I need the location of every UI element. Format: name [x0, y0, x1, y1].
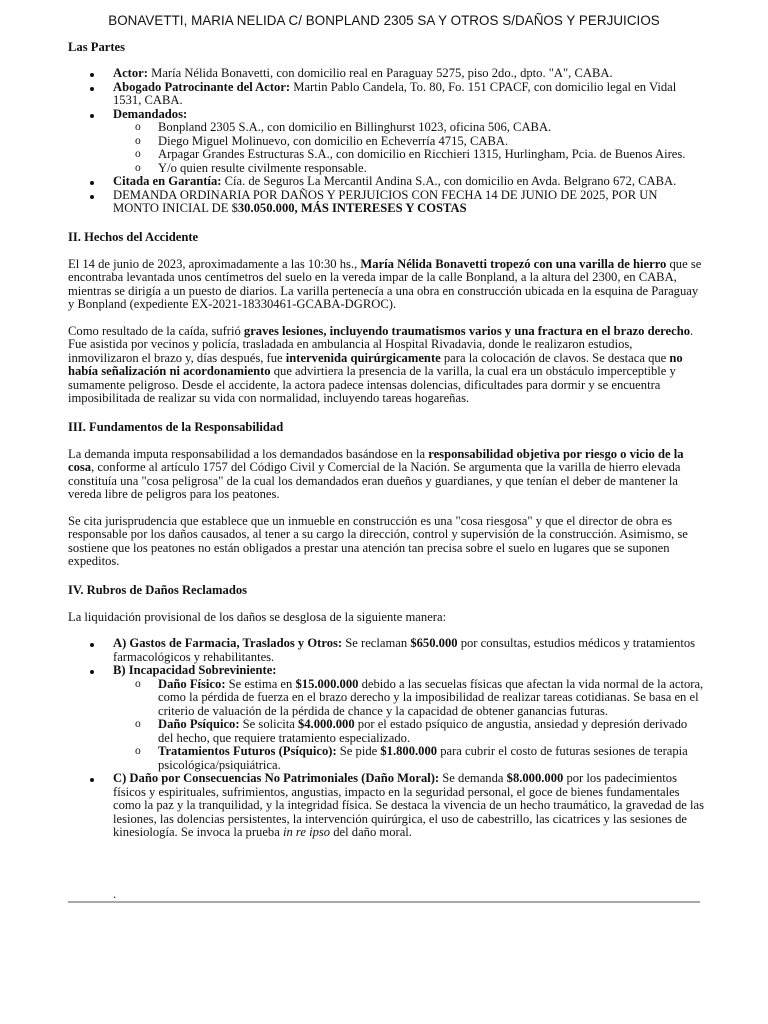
text-span: Como resultado de la caída, sufrió — [68, 323, 244, 338]
actor-label: Actor: — [113, 66, 148, 80]
list-item-rubro-b — [113, 664, 704, 772]
list-item-actor — [113, 67, 704, 81]
rubros-intro: La liquidación provisional de los daños se desglosa de la siguiente manera: — [68, 609, 447, 624]
rubros-list — [68, 637, 704, 840]
document-body — [68, 40, 704, 840]
text-span: para cubrir el costo de futuras sesiones de terapia psicológica/psiquiátrica. — [158, 744, 688, 772]
abogado-text: Martin Pablo Candela, To. 80, Fo. 151 CPACF, con domicilio legal en Vidal 1531, CABA. — [113, 79, 677, 107]
hechos-paragraph-2 — [68, 325, 704, 406]
citada-label: Citada en Garantía: — [113, 174, 222, 188]
text-span: por los padecimientos físicos y espirituales, sufrimientos, angustias, impacto en la seguridad personal, el goce de bienes fundamentales como la paz y la tranquilidad, y la integridad física. Se destaca la vivencia de un hecho traumático, la gravedad de las lesiones, las dolencias persistentes, la intervención quirúrgica, el uso de cabestrillo, las cicatrices y las sesiones de kinesiología. Se invoca la prueba — [113, 771, 704, 839]
demandado-item: o Arpagar Grandes Estructuras S.A., con domicilio en Ricchieri 1315, Hurlingham, Pcia. de Buenos Aires. — [158, 148, 704, 162]
section-heading-fundamentos: III. Fundamentos de la Responsabilidad — [68, 419, 284, 434]
text-span: que se encontraba levantada unos centímetros del suelo en la vereda impar de la calle Bonpland, a la altura del 2300, en CABA, mientras se dirigía a un puesto de diarios. La varilla pertenecía a una obra en construcción ubicada en la esquina de Paraguay y Bonpland (expediente EX-2021-18330461-GCABA-DGROC). — [68, 256, 702, 311]
bold-span: María Nélida Bonavetti tropezó con una varilla de hierro — [360, 256, 667, 271]
rubro-c-label: C) Daño por Consecuencias No Patrimoniales (Daño Moral): — [113, 771, 440, 785]
subitem-dano-fisico — [158, 678, 704, 719]
text-span: para la colocación de clavos. Se destaca que — [440, 350, 670, 365]
text-span: Se estima en — [225, 676, 296, 691]
section-heading-partes: Las Partes — [68, 40, 126, 54]
section-heading-rubros: IV. Rubros de Daños Reclamados — [68, 582, 248, 597]
document-title: BONAVETTI, MARIA NELIDA C/ BONPLAND 2305 SA Y OTROS S/DAÑOS Y PERJUICIOS — [108, 13, 660, 28]
list-item-rubro-a — [113, 637, 704, 664]
text-span: Se pide — [336, 744, 381, 758]
list-item-abogado — [113, 81, 704, 108]
section-heading-hechos: II. Hechos del Accidente — [68, 229, 199, 244]
text-span: Se solicita — [239, 717, 298, 731]
list-item-demanda — [113, 189, 704, 216]
demanda-amount: 30.050.000, MÁS INTERESES Y COSTAS — [237, 201, 467, 215]
bold-span: no había señalización ni acordonamiento — [68, 350, 683, 378]
hechos-paragraph-1 — [68, 258, 704, 312]
rubro-a-amount: $650.000 — [410, 636, 458, 650]
citada-text: Cía. de Seguros La Mercantil Andina S.A., con domicilio en Avda. Belgrano 672, CABA. — [221, 174, 677, 188]
text-span: La demanda imputa responsabilidad a los demandados basándose en la — [68, 446, 429, 461]
demandado-item: o Bonpland 2305 S.A., con domicilio en Billinghurst 1023, oficina 506, CABA. — [158, 121, 704, 135]
partes-list — [68, 67, 704, 216]
rubro-a-label: A) Gastos de Farmacia, Traslados y Otros: — [113, 636, 343, 650]
text-span: Se demanda — [439, 771, 507, 785]
text-span: Se reclaman — [342, 636, 411, 650]
fundamentos-paragraph-2: Se cita jurisprudencia que establece que un inmueble en construcción es una "cosa riesgosa" y que el director de obra es responsable por los daños causados, al tener a su cargo la dirección, control y supervisión de la construcción. Asimismo, se sostiene que los peatones no están obligados a prestar una atención tan precisa sobre el suelo en lugares que se suponen expeditos. — [68, 513, 688, 568]
amount-span: $15.000.000 — [295, 676, 359, 691]
horizontal-rule — [68, 901, 700, 903]
fundamentos-paragraph-1 — [68, 448, 704, 502]
demandado-item: o Diego Miguel Molinuevo, con domicilio en Echeverría 4715, CABA. — [158, 135, 704, 149]
subitem-tratamientos-futuros — [158, 745, 704, 772]
bold-span: responsabilidad objetiva por riesgo o vicio de la cosa — [68, 446, 684, 474]
amount-span: $1.800.000 — [380, 744, 438, 758]
demandados-list — [113, 121, 704, 175]
rubro-b-sublist — [113, 678, 704, 773]
abogado-label: Abogado Patrocinante del Actor: — [113, 79, 291, 94]
bold-span: graves lesiones, incluyendo traumatismos varios y una fractura en el brazo derecho — [243, 323, 691, 338]
text-span: . Fue asistida por vecinos y policía, trasladada en ambulancia al Hospital Rivadavia, donde le realizaron estudios, inmovilizaron el brazo y, días después, fue — [68, 323, 694, 365]
subitem-dano-psiquico — [158, 718, 704, 745]
text-span: El 14 de junio de 2023, aproximadamente a las 10:30 hs., — [68, 256, 361, 271]
text-span: , conforme al artículo 1757 del Código Civil y Comercial de la Nación. Se argumenta que la varilla de hierro elevada constituía una "cosa peligrosa" de la cual los demandados eran dueños y guardianes, y que tenían el deber de mantener la vereda libre de peligros para los peatones. — [68, 460, 681, 501]
text-span: del daño moral. — [330, 825, 412, 839]
bold-span: Daño Físico: — [158, 676, 226, 691]
demandado-item: o Y/o quien resulte civilmente responsable. — [158, 162, 704, 176]
actor-text: María Nélida Bonavetti, con domicilio real en Paraguay 5275, piso 2do., dpto. "A", CABA. — [147, 66, 613, 80]
bold-span: Tratamientos Futuros (Psíquico): — [158, 744, 337, 758]
list-item-citada — [113, 175, 704, 189]
rubro-c-amount: $8.000.000 — [506, 771, 564, 785]
list-item-demandados — [113, 108, 704, 176]
bold-span: Daño Psíquico: — [158, 717, 240, 731]
list-item-rubro-c — [113, 772, 704, 840]
demanda-text: DEMANDA ORDINARIA POR DAÑOS Y PERJUICIOS CON FECHA 14 DE JUNIO DE 2025, POR UN MONTO INICIAL DE $ — [113, 187, 658, 215]
demandados-label: Demandados: — [113, 106, 188, 121]
text-span: por consultas, estudios médicos y tratamientos farmacológicos y rehabilitantes. — [113, 636, 696, 664]
bold-span: intervenida quirúrgicamente — [285, 350, 441, 365]
text-span: que advirtiera la presencia de la varilla, la cual era un obstáculo imperceptible y sumamente peligroso. Desde el accidente, la actora padece intensas dolencias, dificultades para dormir y se encuentra imposibilitada de realizar su vida con normalidad, incluyendo tareas hogareñas. — [68, 364, 676, 405]
text-span: por el estado psíquico de angustia, ansiedad y depresión derivado del hecho, que requiere tratamiento especializado. — [158, 717, 688, 745]
text-span: debido a las secuelas físicas que afectan la vida normal de la actora, como la pérdida de fuerza en el brazo derecho y la imposibilidad de realizar tareas cotidianas. Se basa en el criterio de valuación de la pérdida de chance y la capacidad de obtener ganancias futuras. — [158, 676, 704, 718]
trailing-dot: . — [113, 887, 117, 901]
rubro-b-label: B) Incapacidad Sobreviniente: — [113, 663, 277, 677]
italic-span: in re ipso — [282, 825, 331, 839]
amount-span: $4.000.000 — [297, 717, 355, 731]
